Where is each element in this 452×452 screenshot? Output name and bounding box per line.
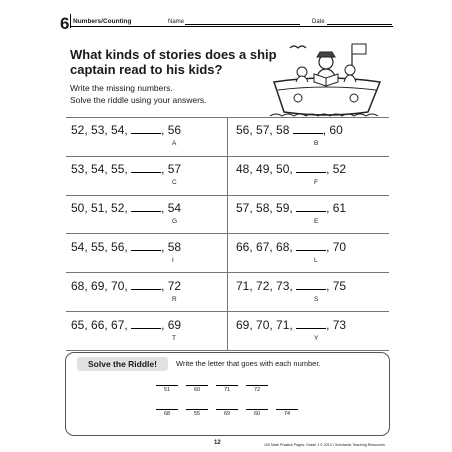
answer-number: 68 (163, 411, 171, 417)
answer-blank-c[interactable] (131, 162, 161, 173)
name-field[interactable] (185, 24, 300, 25)
letter-label: Y (314, 335, 319, 342)
answer-line[interactable] (276, 409, 298, 410)
ship-captain-illustration (268, 38, 386, 120)
answer-blank-e[interactable] (296, 201, 326, 212)
problem-e: 57, 58, 59, , 61 (236, 201, 347, 215)
answer-number: 71 (223, 387, 231, 393)
letter-label: A (172, 140, 177, 147)
date-label: Date (312, 19, 325, 25)
riddle-question: What kinds of stories does a ship captain read to his kids? (70, 47, 277, 77)
answer-line[interactable] (246, 409, 268, 410)
answer-line[interactable] (156, 409, 178, 410)
problem-r: 68, 69, 70, , 72 (71, 279, 182, 293)
answer-number: 69 (223, 411, 231, 417)
footer-credit: 100 Math Practice Pages: Grade 1 © 2013 • Scholastic Teaching Resources (264, 443, 385, 447)
answer-line[interactable] (156, 385, 178, 386)
answer-blank-f[interactable] (296, 162, 326, 173)
letter-label: R (172, 296, 177, 303)
problems-grid (66, 117, 389, 350)
answer-number: 55 (193, 411, 201, 417)
instruction-1: Write the missing numbers. (70, 83, 173, 93)
problem-g: 50, 51, 52, , 54 (71, 201, 182, 215)
problem-a: 52, 53, 54, , 56 (71, 123, 182, 137)
answer-blank-t[interactable] (131, 318, 161, 329)
problem-y: 69, 70, 71, , 73 (236, 318, 347, 332)
riddle-title: Solve the Riddle! (77, 357, 168, 371)
answer-blank-y[interactable] (296, 318, 326, 329)
answer-number: 60 (193, 387, 201, 393)
instruction-2: Solve the riddle using your answers. (70, 95, 207, 105)
letter-label: E (314, 218, 319, 225)
answer-number: 60 (253, 411, 261, 417)
topic-label: Numbers/Counting (73, 18, 132, 25)
answer-number: 72 (253, 387, 261, 393)
problem-t: 65, 66, 67, , 69 (71, 318, 182, 332)
answer-line[interactable] (186, 409, 208, 410)
name-label: Name (168, 19, 185, 25)
answer-blank-s[interactable] (296, 279, 326, 290)
answer-blank-i[interactable] (131, 240, 161, 251)
answer-blank-l[interactable] (296, 240, 326, 251)
letter-label: L (314, 257, 318, 264)
answer-line[interactable] (216, 409, 238, 410)
answer-blank-g[interactable] (131, 201, 161, 212)
answer-line[interactable] (246, 385, 268, 386)
answer-number: 74 (283, 411, 291, 417)
letter-label: I (172, 257, 174, 264)
answer-blank-b[interactable] (293, 123, 323, 134)
answer-line[interactable] (186, 385, 208, 386)
riddle-box (65, 352, 390, 436)
riddle-instruction: Write the letter that goes with each number. (176, 359, 321, 368)
problem-i: 54, 55, 56, , 58 (71, 240, 182, 254)
answer-number: 51 (163, 387, 171, 393)
answer-blank-a[interactable] (131, 123, 161, 134)
problem-c: 53, 54, 55, , 57 (71, 162, 182, 176)
letter-label: F (314, 179, 318, 186)
answer-blank-r[interactable] (131, 279, 161, 290)
answer-line[interactable] (216, 385, 238, 386)
letter-label: B (314, 140, 319, 147)
page-number: 6 (60, 14, 70, 33)
problem-s: 71, 72, 73, , 75 (236, 279, 347, 293)
footer-page-number: 12 (214, 440, 221, 446)
header-rule (70, 26, 393, 27)
letter-label: C (172, 179, 177, 186)
letter-label: S (314, 296, 319, 303)
problem-b: 56, 57, 58 , 60 (236, 123, 343, 137)
problem-f: 48, 49, 50, , 52 (236, 162, 347, 176)
grid-divider (227, 117, 228, 350)
problem-l: 66, 67, 68, , 70 (236, 240, 347, 254)
letter-label: G (172, 218, 178, 225)
letter-label: T (172, 335, 176, 342)
date-field[interactable] (327, 24, 392, 25)
